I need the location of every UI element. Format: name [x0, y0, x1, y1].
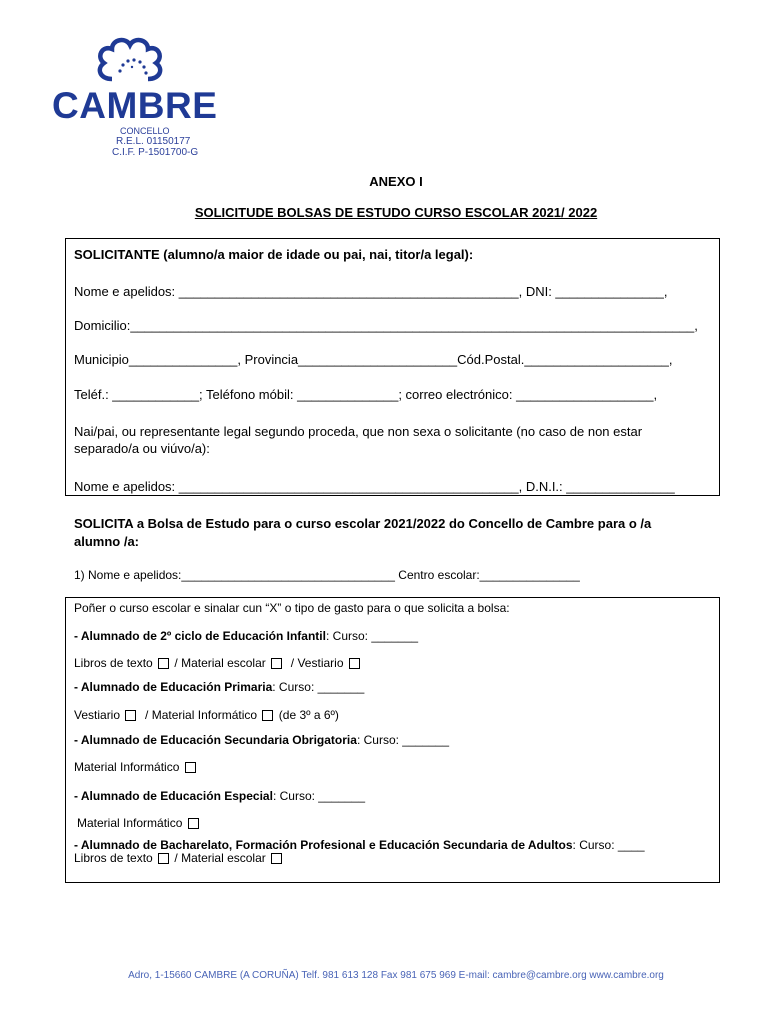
municipality-field[interactable]: Municipio_______________, Provincia______________________Cód.Postal.____________________,	[74, 352, 673, 367]
bach-row	[74, 838, 645, 852]
primaria-label: - Alumnado de Educación Primaria	[74, 680, 273, 694]
primaria-uniform-checkbox[interactable]	[125, 710, 136, 721]
infantil-material-checkbox[interactable]	[271, 658, 282, 669]
computer-label-3: Material Informático	[77, 816, 183, 830]
uniform-label-2: Vestiario	[74, 708, 121, 722]
uniform-label: / Vestiario	[290, 656, 344, 670]
bach-options	[74, 851, 284, 865]
books-label-2: Libros de texto	[74, 851, 153, 865]
primaria-options	[74, 708, 339, 722]
logo-concello: CONCELLO	[120, 126, 170, 136]
applicant-section	[65, 238, 720, 496]
phone-field[interactable]: Teléf.: ____________; Teléfono móbil: ______________; correo electrónico: ___________________,	[74, 387, 658, 402]
logo-wordmark: CAMBRE	[52, 85, 218, 126]
representative-name-field[interactable]: Nome e apelidos: _______________________________________________, D.N.I.: _______________	[74, 479, 675, 494]
computer-label-2: Material Informático	[74, 760, 180, 774]
books-label: Libros de texto	[74, 656, 153, 670]
representative-note: Nai/pai, ou representante legal segundo proceda, que non sexa o solicitante (no caso de non estar	[74, 424, 643, 439]
infantil-options	[74, 656, 362, 670]
eso-computer-checkbox[interactable]	[185, 762, 196, 773]
primaria-computer-checkbox[interactable]	[262, 710, 273, 721]
bach-label: - Alumnado de Bacharelato, Formación Profesional e Educación Secundaria de Adultos	[74, 838, 573, 852]
eso-course-field[interactable]: : Curso: _______	[356, 733, 449, 747]
primaria-row	[74, 680, 364, 694]
expenses-instruction: Poñer o curso escolar e sinalar cun “X” o tipo de gasto para o que solicita a bolsa:	[74, 601, 510, 615]
infantil-uniform-checkbox[interactable]	[349, 658, 360, 669]
address-field[interactable]: Domicilio:______________________________________________________________________________,	[74, 318, 698, 333]
representative-note-2: separado/a ou viúvo/a):	[74, 441, 210, 456]
bach-books-checkbox[interactable]	[158, 853, 169, 864]
applicant-name-field[interactable]: Nome e apelidos: _______________________________________________, DNI: _______________,	[74, 284, 668, 299]
special-course-field[interactable]: : Curso: _______	[272, 789, 365, 803]
special-computer-checkbox[interactable]	[188, 818, 199, 829]
infantil-books-checkbox[interactable]	[158, 658, 169, 669]
eso-label: - Alumnado de Educación Secundaria Obrigatoria	[74, 733, 357, 747]
logo-cif: C.I.F. P-1501700-G	[112, 147, 199, 158]
bach-course-field[interactable]: : Curso: ____	[572, 838, 645, 852]
request-text: SOLICITA a Bolsa de Estudo para o curso escolar 2021/2022 do Concello de Cambre para o /a	[74, 516, 652, 531]
bach-material-checkbox[interactable]	[271, 853, 282, 864]
applicant-header: SOLICITANTE (alumno/a maior de idade ou pai, nai, titor/a legal):	[74, 247, 474, 262]
primaria-course-field[interactable]: : Curso: _______	[272, 680, 365, 694]
infantil-label: - Alumnado de 2º ciclo de Educación Infantil	[74, 629, 326, 643]
form-title: SOLICITUDE BOLSAS DE ESTUDO CURSO ESCOLAR 2021/ 2022	[194, 205, 598, 220]
school-material-label: / Material escolar	[174, 656, 266, 670]
special-row	[74, 789, 365, 803]
special-label: - Alumnado de Educación Especial	[74, 789, 273, 803]
eso-options	[74, 760, 198, 774]
infantil-row	[74, 629, 418, 643]
logo-rel: R.E.L. 01150177	[116, 136, 191, 147]
concello-logo	[52, 35, 217, 160]
infantil-course-field[interactable]: : Curso: _______	[325, 629, 419, 643]
footer-contact: Adro, 1-15660 CAMBRE (A CORUÑA) Telf. 981 613 128 Fax 981 675 969 E-mail: cambre@cambre.org www.cambre.org	[128, 970, 664, 981]
eso-row	[74, 733, 449, 747]
student-name-field[interactable]: 1) Nome e apelidos:________________________________ Centro escolar:_______________	[74, 568, 580, 582]
school-material-label-2: / Material escolar	[174, 851, 266, 865]
computer-label: / Material Informático	[145, 708, 258, 722]
primaria-note: (de 3º a 6º)	[278, 708, 339, 722]
annex-title: ANEXO I	[369, 174, 423, 189]
special-options	[77, 816, 201, 830]
request-text-2: alumno /a:	[74, 534, 140, 549]
